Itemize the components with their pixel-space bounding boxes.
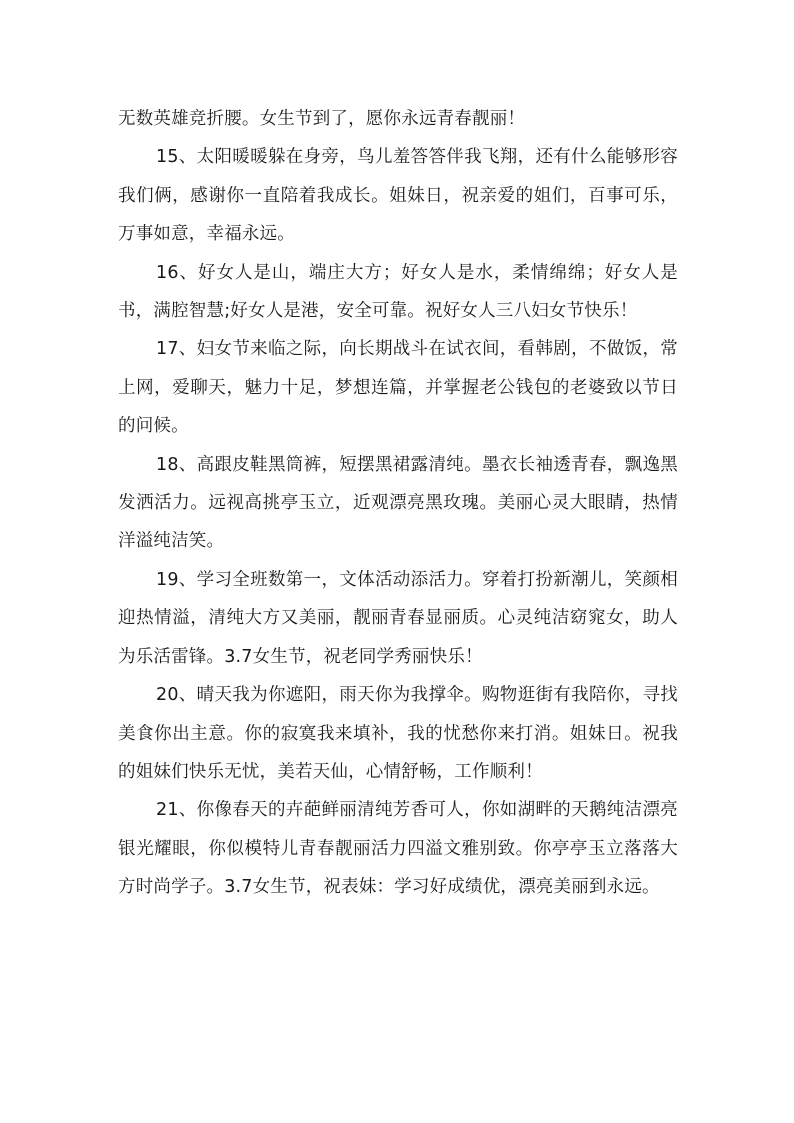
- paragraph-15: 15、太阳暖暖躲在身旁，鸟儿羞答答伴我飞翔，还有什么能够形容我们俩，感谢你一直陪着我成长。姐妹日，祝亲爱的姐们，百事可乐，万事如意，幸福永远。: [118, 147, 678, 245]
- document-body: [118, 100, 678, 907]
- paragraph-continuation: 无数英雄竞折腰。女生节到了，愿你永远青春靓丽！: [118, 109, 526, 129]
- paragraph-18: 18、高跟皮鞋黑筒裤，短摆黑裙露清纯。墨衣长袖透青春，飘逸黑发洒活力。远视高挑亭玉立，近观漂亮黑玫瑰。美丽心灵大眼睛，热情洋溢纯洁笑。: [118, 454, 678, 552]
- paragraph-19: 19、学习全班数第一，文体活动添活力。穿着打扮新潮儿，笑颜相迎热情溢，清纯大方又美丽，靓丽青春显丽质。心灵纯洁窈窕女，助人为乐活雷锋。3.7女生节，祝老同学秀丽快乐！: [118, 569, 678, 667]
- paragraph-17: 17、妇女节来临之际，向长期战斗在试衣间，看韩剧，不做饭，常上网，爱聊天，魅力十足，梦想连篇，并掌握老公钱包的老婆致以节日的问候。: [118, 339, 678, 437]
- paragraph-21: 21、你像春天的卉葩鲜丽清纯芳香可人，你如湖畔的天鹅纯洁漂亮银光耀眼，你似模特儿青春靓丽活力四溢文雅别致。你亭亭玉立落落大方时尚学子。3.7女生节，祝表妹：学习好成绩优，漂亮美丽到永远。: [118, 800, 678, 898]
- paragraph-16: 16、好女人是山，端庄大方；好女人是水，柔情绵绵；好女人是书，满腔智慧;好女人是港，安全可靠。祝好女人三八妇女节快乐！: [118, 262, 678, 322]
- paragraph-20: 20、晴天我为你遮阳，雨天你为我撑伞。购物逛街有我陪你，寻找美食你出主意。你的寂寞我来填补，我的忧愁你来打消。姐妹日。祝我的姐妹们快乐无忧，美若天仙，心情舒畅，工作顺利！: [118, 685, 678, 782]
